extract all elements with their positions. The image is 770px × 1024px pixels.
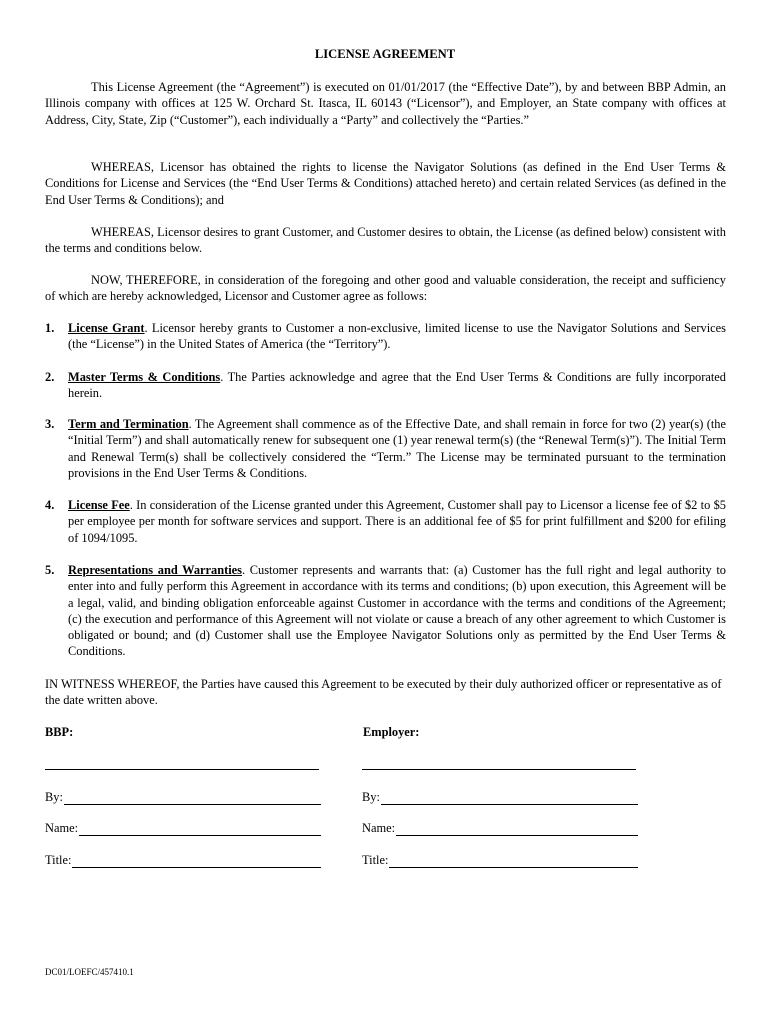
document-footer-id: DC01/LOEFC/457410.1 xyxy=(45,967,134,977)
section-3 xyxy=(45,416,726,481)
employer-signature-line[interactable] xyxy=(362,769,636,770)
now-therefore-paragraph: NOW, THEREFORE, in consideration of the foregoing and other good and valuable consideration, the receipt and sufficiency of which are hereby acknowledged, Licensor and Customer agree as follows: xyxy=(45,273,726,304)
section-heading: License Grant xyxy=(68,321,145,335)
section-heading: License Fee xyxy=(68,498,130,512)
section-number: 5. xyxy=(45,563,55,577)
title-label: Title: xyxy=(45,853,72,867)
section-number: 1. xyxy=(45,321,55,335)
by-label: By: xyxy=(45,790,63,804)
witness-paragraph: IN WITNESS WHEREOF, the Parties have caused this Agreement to be executed by their duly authorized officer or representative as of the date written above. xyxy=(45,677,722,708)
employer-by-field[interactable] xyxy=(362,789,638,805)
section-number: 3. xyxy=(45,417,55,431)
section-5 xyxy=(45,562,726,660)
document-title: LICENSE AGREEMENT xyxy=(314,47,456,61)
section-text: . Customer represents and warrants that: (a) Customer has the full right and legal authority to enter into and fully perform this Agreement in accordance with its terms and conditions; (b) upon execution, this Agreement will be a legal, valid, and binding obligation enforceable against Customer in accordance with the terms and conditions of the Agreement; (c) the execution and performance of this Agreement will not violate or cause a breach of any other agreement to which Customer is obligated or bound; and (d) Customer shall use the Employee Navigator Solutions only as permitted by the End User Terms & Conditions. xyxy=(68,563,727,659)
section-text: . The Agreement shall commence as of the Effective Date, and shall remain in force for two (2) year(s) (the “Initial Term”) and shall automatically renew for subsequent one (1) year renewal term(s) (the “Renewal Term(s)”). The Initial Term and Renewal Term(s) shall be collectively considered the “Term.” The License may be terminated pursuant to the termination provisions in the End User Terms & Conditions. xyxy=(68,417,727,480)
section-4 xyxy=(45,497,726,546)
whereas-paragraph-1: WHEREAS, Licensor has obtained the rights to license the Navigator Solutions (as defined in the End User Terms & Conditions for License and Services (the “End User Terms & Conditions) attached hereto) and certain related Services (as defined in the End User Terms & Conditions); and xyxy=(45,160,726,207)
section-number: 2. xyxy=(45,370,55,384)
name-label: Name: xyxy=(362,821,396,835)
section-2 xyxy=(45,369,726,402)
section-number: 4. xyxy=(45,498,55,512)
title-label: Title: xyxy=(362,853,389,867)
employer-party-label: Employer: xyxy=(363,725,420,739)
intro-paragraph: This License Agreement (the “Agreement”) is executed on 01/01/2017 (the “Effective Date”), by and between BBP Admin, an Illinois company with offices at 125 W. Orchard St. Itasca, IL 60143 (“Licensor”), and Employer, an State company with offices at Address, City, State, Zip (“Customer”), each individually a “Party” and collectively the “Parties.” xyxy=(45,80,726,127)
bbp-title-field[interactable] xyxy=(45,852,321,868)
name-label: Name: xyxy=(45,821,79,835)
bbp-party-label: BBP: xyxy=(45,725,74,739)
by-label: By: xyxy=(362,790,380,804)
bbp-signature-line[interactable] xyxy=(45,769,319,770)
section-heading: Master Terms & Conditions xyxy=(68,370,221,384)
section-heading: Term and Termination xyxy=(68,417,189,431)
whereas-paragraph-2: WHEREAS, Licensor desires to grant Customer, and Customer desires to obtain, the License (as defined below) consistent with the terms and conditions below. xyxy=(45,225,726,256)
bbp-name-field[interactable] xyxy=(45,820,321,836)
employer-title-field[interactable] xyxy=(362,852,638,868)
employer-name-field[interactable] xyxy=(362,820,638,836)
section-1 xyxy=(45,320,726,353)
section-text: . The Parties acknowledge and agree that the End User Terms & Conditions are fully incorporated herein. xyxy=(68,370,726,401)
section-heading: Representations and Warranties xyxy=(68,563,243,577)
bbp-by-field[interactable] xyxy=(45,789,321,805)
section-text: . Licensor hereby grants to Customer a non-exclusive, limited license to use the Navigator Solutions and Services (the “License”) in the United States of America (the “Territory”). xyxy=(68,321,726,352)
section-text: . In consideration of the License granted under this Agreement, Customer shall pay to Licensor a license fee of $2 to $5 per employee per month for software services and support. There is an additional fee of $5 for print fulfillment and $200 for efiling of 1094/1095. xyxy=(68,498,726,545)
